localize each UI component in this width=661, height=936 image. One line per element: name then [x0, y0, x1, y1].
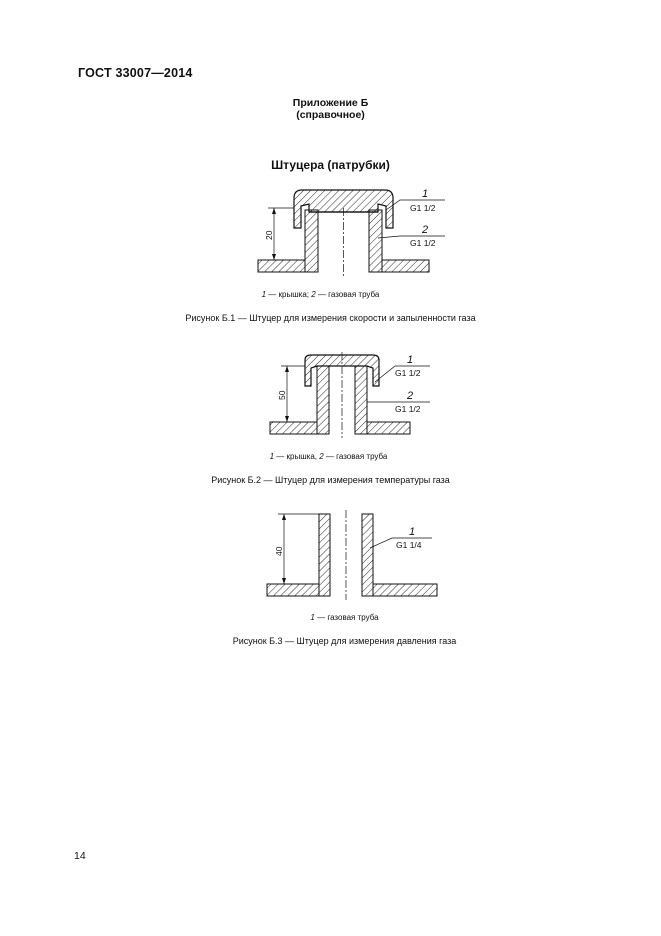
dimension-label: 50: [277, 390, 287, 400]
figure-b2-legend: 1 — крышка, 2 — газовая труба: [269, 452, 388, 461]
figure-b3-legend: 1 — газовая труба: [310, 613, 379, 622]
callout-thread: G1 1/2: [410, 203, 436, 213]
figure-b3-drawing: [262, 508, 462, 604]
page-number: 14: [74, 850, 86, 862]
callout-thread: G1 1/4: [396, 540, 422, 550]
base-plate-right: [382, 260, 429, 272]
callout-thread: G1 1/2: [395, 368, 421, 378]
document-header: ГОСТ 33007—2014: [78, 66, 193, 80]
callout-number: 1: [409, 526, 416, 538]
figure-b1-legend: 1 — крышка; 2 — газовая труба: [261, 290, 380, 299]
appendix-title: Приложение Б: [292, 97, 369, 109]
callout-number: 1: [407, 354, 414, 366]
callout-thread: G1 1/2: [395, 404, 421, 414]
appendix-subtitle: (справочное): [296, 109, 365, 121]
dimension-label: 20: [264, 230, 274, 240]
callout-number: 1: [422, 188, 429, 200]
figure-b1-drawing: [250, 180, 460, 280]
figure-b2-drawing: [265, 352, 465, 444]
dimension-label: 40: [274, 546, 284, 556]
callout-number: 2: [407, 390, 414, 402]
figure-b3-caption: Рисунок Б.3 — Штуцер для измерения давления газа: [232, 636, 457, 646]
base-plate-left: [258, 260, 305, 272]
pipe-wall-right: [369, 210, 382, 272]
callout-thread: G1 1/2: [410, 238, 436, 248]
figure-b1-caption: Рисунок Б.1 — Штуцер для измерения скорости и запыленности газа: [185, 313, 476, 323]
section-title: Штуцера (патрубки): [271, 158, 390, 172]
pipe-wall-left: [305, 210, 318, 272]
figure-b2-caption: Рисунок Б.2 — Штуцер для измерения температуры газа: [211, 475, 450, 485]
callout-number: 2: [422, 224, 429, 236]
